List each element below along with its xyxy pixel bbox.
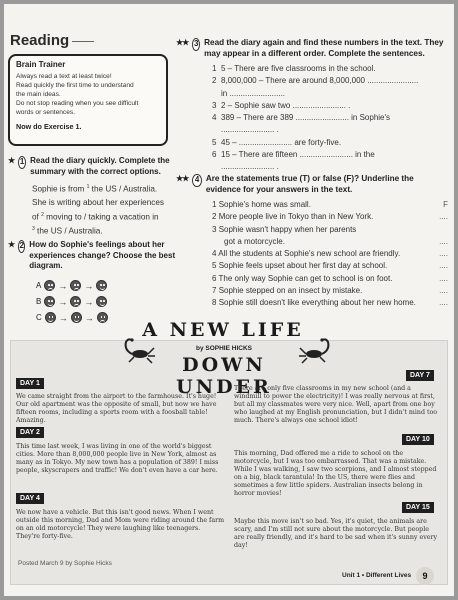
- arrow-right-icon: →: [58, 312, 68, 323]
- arrow-right-icon: →: [84, 312, 94, 323]
- list-item[interactable]: 8 Sophie still doesn't like everything about her new home. ....: [212, 298, 448, 308]
- list-item[interactable]: 2 More people live in Tokyo than in New York. ....: [212, 212, 448, 222]
- exercise-2-instruction: How do Sophie's feelings about her experiences change? Choose the best diagram.: [29, 240, 176, 270]
- day-badge: DAY 1: [16, 378, 44, 389]
- exercise-4-items: [212, 199, 448, 310]
- diary-entry: This morning, Dad offered me a ride to school on the motorcycle, but I was too embarrassed. That was a mistake. While I was walking, I saw two scorpions, and I almost stepped on a big, black tarantula! In the US, there were flies and sometimes a few little spiders. Australian insects belong in horror movies!: [234, 450, 437, 497]
- exercise-3-items: 1 5 – There are five classrooms in the school. 2 8,000,000 – There are around 8,000,000 ....................... in ......................... 3 2 – Sophie saw two ........................ . 4 389 – There are 389 ........................ in Sophie's ........................ . 5 45 – ........................ are forty-five. 6 15 – There are fifteen ........................ in the ........................ .: [212, 63, 448, 174]
- sad-face-icon: [70, 296, 81, 307]
- happy-face-icon: [44, 296, 55, 307]
- article-headline-bottom: DOWN UNDER: [176, 354, 272, 398]
- exercise-number-4: 4: [192, 174, 201, 187]
- diagram-b[interactable]: B → →: [36, 294, 178, 310]
- day-badge: DAY 4: [16, 493, 44, 504]
- list-item[interactable]: got a motorcycle. ....: [224, 236, 448, 246]
- day-badge: DAY 2: [16, 427, 44, 438]
- list-item[interactable]: 6 15 – There are fifteen ........................ in the: [212, 150, 375, 160]
- list-item[interactable]: 6 The only way Sophie can get to school is on foot. ....: [212, 273, 448, 283]
- diary-entry: We came straight from the airport to the farmhouse. It's huge! Our old apartment was the opposite of small, but now we have fifteen rooms, including a sports room with a foosball table! Amazing.: [16, 393, 217, 424]
- exercise-number-3: 3: [192, 38, 200, 51]
- article-headline-top: A NEW LIFE: [142, 319, 304, 341]
- day-badge: DAY 7: [406, 370, 434, 381]
- brain-trainer-title: Brain Trainer: [16, 60, 66, 69]
- arrow-right-icon: →: [58, 296, 68, 307]
- list-item[interactable]: 5 Sophie feels upset about her first day at school. ....: [212, 261, 448, 271]
- happy-face-icon: [71, 312, 82, 323]
- list-item[interactable]: 4 All the students at Sophie's new school are friendly. ....: [212, 249, 448, 259]
- diary-entry: We now have a vehicle. But this isn't good news. When I went outside this morning, Dad and Mom were riding around the farm on an old motorcycle! They were laughing like teenagers. They're forty-five.: [16, 509, 225, 540]
- arrow-right-icon: →: [58, 280, 68, 291]
- article-byline: by SOPHIE HICKS: [196, 345, 252, 352]
- exercise-1-summary: Sophie is from $^1$ the US / Australia. She is writing about her experiences of $^2$ moving to / taking a vacation in $^3$ the US / Australia.: [32, 184, 164, 237]
- difficulty-stars: ★★: [176, 174, 189, 183]
- exercise-1-instruction: Read the diary quickly. Complete the summary with the correct options.: [30, 156, 170, 176]
- diary-entry: This time last week, I was living in one of the world's biggest cities. More than 8,000,000 people live in New York, almost as many as in Tokyo. My new town has a population of 389! I miss people, skyscrapers and traffic! We don't even have a car here.: [16, 443, 219, 474]
- workbook-page: [4, 4, 454, 596]
- option-1[interactable]: the US / Australia.: [89, 184, 158, 194]
- difficulty-stars: ★★: [176, 38, 189, 47]
- diagram-a[interactable]: A → →: [36, 278, 178, 294]
- exercise-number-1: 1: [18, 156, 26, 169]
- sad-face-icon: [97, 312, 108, 323]
- exercise-4: [176, 174, 448, 310]
- exercise-3: [176, 38, 448, 174]
- exercise-2: [8, 240, 178, 326]
- brain-trainer-action: Now do Exercise 1.: [16, 122, 82, 131]
- option-2[interactable]: moving to / taking a vacation in: [43, 212, 159, 222]
- page-number: 9: [416, 567, 434, 585]
- diary-entry: Maybe this move isn't so bad. Yes, it's quiet, the animals are scary, and I'm still not sure about the motorcycle. But people are really friendly, and it's hard to be sad when it's sunny every day!: [234, 518, 438, 549]
- option-3[interactable]: the US / Australia.: [34, 227, 103, 237]
- happy-face-icon: [45, 312, 56, 323]
- diagram-c[interactable]: C → →: [36, 310, 178, 326]
- day-badge: DAY 15: [402, 502, 434, 513]
- posted-date: Posted March 9 by Sophie Hicks: [18, 560, 112, 567]
- unit-footer: Unit 1 • Different Lives: [342, 572, 412, 579]
- happy-face-icon: [96, 296, 107, 307]
- list-item[interactable]: 2 8,000,000 – There are around 8,000,000 .......................: [212, 76, 419, 86]
- brain-trainer-tips: Always read a text at least twice! Read quickly the first time to understand the main ideas. Do not stop reading when you see difficult words or sentences.: [16, 73, 139, 116]
- brain-trainer-box: [8, 54, 168, 146]
- happy-face-icon: [96, 280, 107, 291]
- list-item[interactable]: 1 Sophie's home was small. F: [212, 200, 448, 209]
- exercise-number-2: 2: [18, 240, 25, 253]
- difficulty-stars: ★: [8, 240, 15, 249]
- difficulty-stars: ★: [8, 156, 15, 165]
- sad-face-icon: [70, 280, 81, 291]
- list-item[interactable]: 3 Sophie wasn't happy when her parents: [212, 224, 357, 234]
- list-item[interactable]: 5 45 – ........................ are forty-five.: [212, 137, 342, 147]
- day-badge: DAY 10: [402, 434, 434, 445]
- exercise-3-instruction: Read the diary again and find these numbers in the text. They may appear in a different order. Complete the sentences.: [204, 38, 444, 58]
- exercise-1: [8, 156, 178, 238]
- list-item[interactable]: 4 389 – There are 389 ........................ in Sophie's: [212, 113, 391, 123]
- arrow-right-icon: →: [84, 280, 94, 291]
- diary-entry: There are only five classrooms in my new school (and a windmill to power the electricity)! I was really nervous at first, but all my classmates were very nice. Well, apart from one boy who laughed at my English pronunciation, but I didn't mind too much. There's always one school idiot!: [234, 385, 438, 424]
- arrow-right-icon: →: [84, 296, 94, 307]
- exercise-4-instruction: Are the statements true (T) or false (F)? Underline the evidence for your answers in the text.: [205, 174, 414, 194]
- list-item[interactable]: 7 Sophie stepped on an insect by mistake. ....: [212, 286, 448, 296]
- list-item[interactable]: 3 2 – Sophie saw two ........................ .: [212, 100, 351, 110]
- section-heading: Reading: [10, 32, 94, 49]
- sad-face-icon: [44, 280, 55, 291]
- list-item[interactable]: 1 5 – There are five classrooms in the school.: [212, 64, 376, 73]
